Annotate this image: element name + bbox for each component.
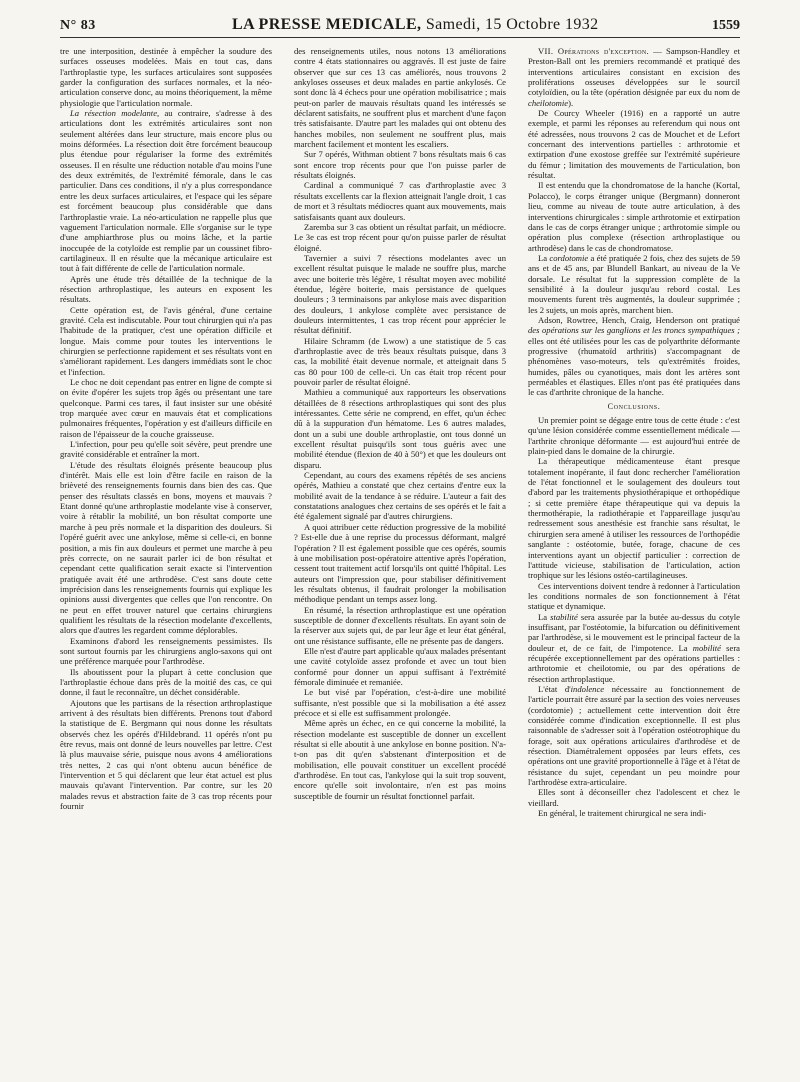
issue-number: N° 83: [60, 18, 96, 33]
paragraph: Ajoutons que les partisans de la résection arthroplastique arrivent à des résultats bien différents. Prenons tout d'abord la statistique de E. Bergmann qui nous donne les résultats observés chez les opérés d'Hildebrand. 11 opérés n'ont pu être revus, mais ont donné de leurs nouvelles par lettre. C'est là plus mauvaise série, puisque nous avons 4 améliorations très nettes, 2 cas qui n'ont obtenu aucun bénéfice de l'intervention et 5 qui déclarent que leur état actuel est plus mauvais qu'avant l'intervention. Par contre, sur les 20 malades revus et abstraction faite de 3 cas trop récents pour fournir: [60, 697, 272, 812]
issue-date: Samedi, 15 Octobre 1932: [425, 16, 599, 33]
paragraph: Ces interventions doivent tendre à redonner à l'articulation les conditions normales de son fonctionnement à l'état statique et dynamique.: [528, 580, 740, 612]
emphasis: La résection modelante,: [70, 108, 160, 119]
journal-name: LA PRESSE MEDICALE,: [232, 16, 422, 33]
paragraph: Le but visé par l'opération, c'est-à-dire une mobilité suffisante, n'est possible que si la mobilisation a été assez précoce et si elle est suffisamment prolongée.: [294, 687, 506, 718]
paragraph: Zaremba sur 3 cas obtient un résultat parfait, un médiocre. Le 3e cas est trop récent pour qu'on puisse parler de résultat éloigné.: [294, 221, 506, 253]
paragraph: La cordotomie a été pratiquée 2 fois, chez des sujets de 59 ans et de 45 ans, par Blundell Bankart, au niveau de la Ve dorsale. Le résultat fut la suppression complète de la sensibilité à la douleur jusqu'au rebord costal. Les mouvements furent très augmentés, la douleur supprimée ; les 2 sujets, un mois après, marchent bien.: [528, 252, 740, 315]
paragraph: Un premier point se dégage entre tous de cette étude : c'est qu'une lésion considérée comme essentiellement médicale — l'arthrite chronique déformante — est aujourd'hui entrée de plain-pied dans le domaine de la chirurgie.: [528, 415, 740, 457]
section-heading: VII. Opérations d'exception.: [538, 46, 649, 56]
paragraph: Hilaire Schramm (de Lwow) a une statistique de 5 cas d'arthroplastie avec de très beaux résultats puisque, dans 3 cas, la mobilité était devenue normale, et atteignait dans 5 cas 80 pour 100 de celle-ci. Un cas était trop récent pour pouvoir parler de résultat éloigné.: [294, 335, 506, 387]
section-paragraph: VII. Opérations d'exception. — Sampson-Handley et Preston-Ball ont les premiers recommandé et pratiqué des interventions articulaires consistant en excision des proliférations osseuses développées sur le sourcil cotyloïdien, ou la tête (opération désignée par eux du nom de cheilotomie).: [528, 46, 740, 108]
paragraph: tre une interposition, destinée à empêcher la soudure des surfaces osseuses modelées. Mais en tout cas, dans l'arthroplastie type, les surfaces articulaires sont supposées garder la configuration des surfaces normales, et la néo-articulation conserve donc, au moins théoriquement, la même physiologie que l'articulation normale.: [60, 46, 272, 108]
paragraph: La résection modelante, au contraire, s'adresse à des articulations dont les extrémités articulaires sont non seulement altérées dans leur structure, mais encore plus ou moins déformées. La résection doit être forcément beaucoup plus étendue pour régulariser la forme des extrémités osseuses. Il en résulte une réduction notable d'au moins l'une des deux extrémités, de l'extrémité fémorale, dans le cas particulier. Dans ces conditions, il n'y a plus correspondance entre les deux surfaces articulaires, et l'espace qui les sépare est forcément beaucoup plus considérable que dans l'arthroplastie vraie. La néo-articulation ne rappelle plus que vaguement l'articulation normale. Elle s'organise sur le type d'une amphiarthrose plus ou moins lâche, et la partie inoccupée de la cotyloïde est remplie par un coussinet fibro-cartilagineux. Il en résulte que la mécanique articulaire est tout à fait différente de celle de l'articulation normale.: [60, 108, 272, 274]
paragraph: La stabilité sera assurée par la butée au-dessus du cotyle insuffisant, par l'ostéotomie, la bifurcation ou définitivement par l'arthrodèse, si le mouvement est le principal facteur de la douleur et, de ce fait, de l'impotence. La mobilité sera récupérée exceptionnellement par des opérations partielles : arthrotomie et cheilotomie, ou par des opérations de résection arthroplastique.: [528, 611, 740, 684]
paragraph: Même après un échec, en ce qui concerne la mobilité, la résection modelante est susceptible de donner un excellent résultat si elle aboutit à une ankylose en bonne position. N'a-t-on pas dit qu'en s'abstenant d'interposition et de mobilisation, elle pouvait constituer un excellent procédé d'arthrodèse. En tout cas, l'ankylose qui la suit trop souvent, encore qu'elle soit involontaire, n'en est pas moins susceptible de fournir un résultat fonctionnel parfait.: [294, 718, 506, 801]
paragraph: La thérapeutique médicamenteuse étant presque totalement inopérante, il faut donc rechercher l'amélioration de l'état fonctionnel et le soulagement des douleurs tout d'abord par les traitements physiothérapique et orthopédique ; si cette première étape thérapeutique qui va depuis la thermothérapie, la radiothérapie et l'appareillage jusqu'au redressement sous anesthésie est franchie sans résultat, le chirurgien sera amené à utiliser les ressources de l'orthopédie sanglante : ostéotomie, butée, forage, chacune de ces interventions ayant un objectif particulier : correction de l'attitude vicieuse, stabilisation de l'articulation, action trophique sur les lésions ostéo-cartilagineuses.: [528, 456, 740, 581]
paragraph: Elle n'est d'autre part applicable qu'aux malades présentant une cavité cotyloïde assez profonde et avec un tout bien conformé pour donner un appui suffisant à l'extrémité fémorale diminuée et remaniée.: [294, 645, 506, 687]
page-number: 1559: [712, 18, 740, 33]
paragraph: Il est entendu que la chondromatose de la hanche (Kortal, Polacco), le corps étranger unique (Bergmann) donneront lieu, comme au niveau de toute autre articulation, à des interventions chirurgicales : simple arthrotomie et extirpation dans le cas de corps étranger unique ; arthrotomie simple ou opération plus complexe (résection arthroplastique ou arthrodèse) dans le cas de chondromatose.: [528, 180, 740, 253]
paragraph: Après une étude très détaillée de la technique de la résection arthroplastique, les auteurs en exposent les résultats.: [60, 273, 272, 305]
paragraph: Elles sont à déconseiller chez l'adolescent et chez le vieillard.: [528, 787, 740, 808]
paragraph: Cependant, au cours des examens répétés de ses anciens opérés, Mathieu a constaté que chez certains d'entre eux la mobilité avait de la tendance à se réduire. L'auteur a fait des constatations analogues chez certains de ses opérés et le fait a été également signalé par d'autres chirurgiens.: [294, 470, 506, 522]
paragraph: A quoi attribuer cette réduction progressive de la mobilité ? Est-elle due à une reprise du processus déformant, malgré l'opération ? Il est également possible que ces opérés, soumis à une mobilisation post-opératoire attentive après l'opération, cessent tout traitement actif lorsqu'ils ont quitté l'hôpital. Les auteurs ont l'impression que, pour stabiliser définitivement les résultats obtenus, il faudrait prolonger la mobilisation méthodique pendant un temps assez long.: [294, 521, 506, 605]
paragraph: Adson, Rowtree, Hench, Craig, Henderson ont pratiqué des opérations sur les ganglions et les troncs sympathiques ; elles ont été utilisées pour les cas de polyarthrite déformante progressive (rhumatoïd arthritis) s'accompagnant de phénomènes vaso-moteurs, tels qu'extrémités froides, humides, pâles ou cyanotiques, mais dont les artères sont perméables et élastiques. Elles n'ont pas été pratiquées dans le cas d'arthrite chronique de la hanche.: [528, 314, 740, 398]
conclusions-heading: Conclusions.: [607, 401, 661, 411]
column-2: [294, 46, 506, 1074]
paragraph: L'infection, pour peu qu'elle soit sévère, peut prendre une gravité considérable et entraîner la mort.: [60, 439, 272, 460]
paragraph: Tavernier a suivi 7 résections modelantes avec un excellent résultat puisque le malade ne souffre plus, marche avec une boiterie très légère, 1 résultat moyen avec mobilité étendue, légère boiterie, mais persistance de quelques douleurs ; 3 terminaisons par ankylose mais avec disparition des douleurs, 1 ankylose complète avec persistance de douleurs intermittentes, 1 cas trop récent pour apprécier le résultat définitif.: [294, 252, 506, 336]
paragraph: Mathieu a communiqué aux rapporteurs les observations détaillées de 8 résections arthroplastiques qui sont des plus intéressantes. Cette série ne comprend, en effet, qu'un échec dû à la suppuration d'un hématome. Les 6 autres malades, dont un a subi une double arthroplastie, ont tous donné un excellent résultat puisqu'ils sont tous guéris avec une mobilité étendue (flexion de 40 à 50°) et que les douleurs ont disparu.: [294, 387, 506, 470]
running-title: [232, 16, 599, 34]
paragraph: Sur 7 opérés, Withman obtient 7 bons résultats mais 6 cas sont encore trop récents pour que l'on puisse parler de résultats éloignés.: [294, 149, 506, 181]
paragraph: De Courcy Wheeler (1916) en a rapporté un autre exemple, et parmi les réponses au referendum qui nous ont été adressées, nous trouvons 2 cas de Mouchet et de Lefort concernant des interventions partielles : arthrotomie et extirpation d'une exostose greffée sur l'extrémité supérieure du fémur ; limitation des mouvements de l'articulation, bon résultat.: [528, 108, 740, 181]
paragraph: L'étude des résultats éloignés présente beaucoup plus d'intérêt. Mais elle est loin d'être facile en raison de la brièveté des renseignements fournis dans bien des cas. Que penser des résultats classés en bons, moyens et mauvais ? Etant donné qu'une arthroplastie modelante vise à conserver, voire à rétablir la mobilité, un bon résultat comporte une marche à peu près normale et la disparition des douleurs. Si l'opéré guérit avec une ankylose, même si celle-ci, en bonne position, a mis fin aux douleurs et permet une marche à peu près correcte, on ne saurait parler ici de bon résultat et cependant cette qualification serait exacte si l'intervention pratiquée avait été une arthrodèse. C'est sans doute cette imprécision dans les renseignements fournis qui explique les opinions aussi divergentes que celles que l'on rencontre. On ne peut en effet trouver naturel que certains chirurgiens qualifient les résultats de la résection modelante d'excellents, alors que d'autres les regardent comme déplorables.: [60, 459, 272, 636]
paragraph: Examinons d'abord les renseignements pessimistes. Ils sont surtout fournis par les chirurgiens anglo-saxons qui ont une préférence marquée pour l'arthrodèse.: [60, 635, 272, 667]
paragraph: En résumé, la résection arthroplastique est une opération susceptible de donner d'excellents résultats. En ayant soin de la réserver aux sujets qui, de par leur âge et leur état général, ont une résistance suffisante, elle ne présente pas de dangers.: [294, 604, 506, 646]
paragraph: Cette opération est, de l'avis général, d'une certaine gravité. Cela est indiscutable. Pour tout chirurgien qui n'a pas l'habitude de la pratiquer, c'est une opération difficile et longue. Mais comme pour toutes les interventions le chirurgien se perfectionne rapidement et ses résultats vont en s'améliorant rapidement. Les dangers immédiats sont le choc et l'infection.: [60, 304, 272, 377]
column-3: [528, 46, 740, 1074]
paragraph: Cardinal a communiqué 7 cas d'arthroplastie avec 3 résultats excellents car la flexion atteignait l'angle droit, 1 cas de mort et 3 résultats médiocres quant aux mouvements, mais satisfaisants quant aux douleurs.: [294, 180, 506, 222]
paragraph: Le choc ne doit cependant pas entrer en ligne de compte si on évite d'opérer les sujets trop âgés ou présentant une tare quelconque. Parmi ces tares, il faut insister sur une obésité trop marquée avec cœur en mauvais état et complications pulmonaires fréquentes, l'opération y est d'ailleurs difficile en raison de l'épaisseur de la couche graisseuse.: [60, 377, 272, 439]
paragraph: Ils aboutissent pour la plupart à cette conclusion que l'arthroplastie échoue dans près de la moitié des cas, ce qui donne, il faut le reconnaître, un déchet considérable.: [60, 666, 272, 698]
header-rule: [60, 37, 740, 38]
paragraph: des renseignements utiles, nous notons 13 améliorations contre 4 états stationnaires ou aggravés. Il est juste de faire observer que sur ces 13 cas améliorés, nous trouvons 2 ankyloses osseuses et deux malades en partie ankylosés. Ce sont donc là 4 échecs pour une opération mobilisatrice ; mais peut-on parler de mauvais résultats quand les intéressés se déclarent satisfaits, ne souffrent plus et marchent d'une façon très satisfaisante. D'autre part les malades qui ont obtenu des hanches mobiles, non seulement ne souffrent plus, mais marchent facilement et montent les escaliers.: [294, 46, 506, 150]
page-header: [0, 0, 800, 40]
paragraph: En général, le traitement chirurgical ne sera indi-: [538, 808, 707, 819]
paragraph: L'état d'indolence nécessaire au fonctionnement de l'article pourrait être assuré par la section des voies nerveuses (cordotomie) ; actuellement cette intervention doit être considérée comme d'indication exceptionnelle. Il est plus raisonnable de s'adresser soit à l'opération ostéotrophique du forage, soit aux opérations articulaires d'arthrodèse et de résection. Diamétralement opposées par leurs effets, ces opérations ont une gravité proportionnelle à l'âge et à l'état de résistance du sujet, cependant un peu moindre pour l'arthrodèse extra-articulaire.: [528, 683, 740, 788]
column-1: [60, 46, 272, 1074]
